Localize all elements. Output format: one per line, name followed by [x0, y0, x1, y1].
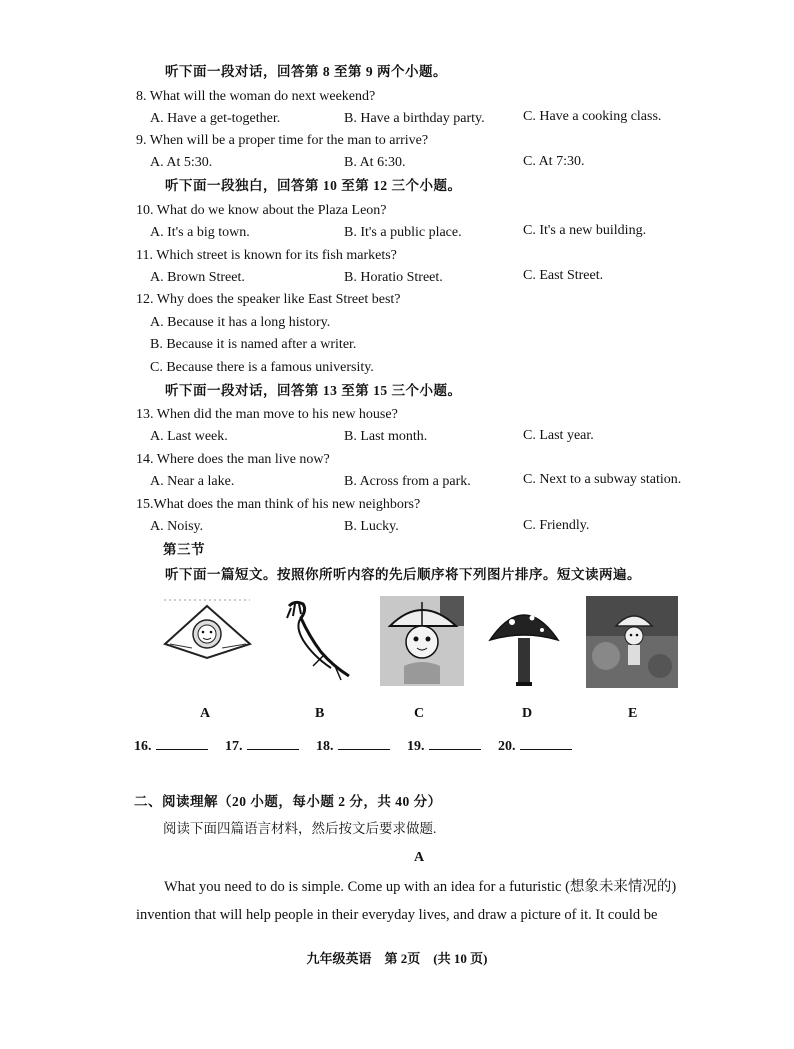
blank-19[interactable] [429, 735, 481, 750]
q9-option-a: A. At 5:30. [150, 155, 213, 170]
section-3-instruction: 听下面一篇短文。按照你所听内容的先后顺序将下列图片排序。短文读两遍。 [165, 567, 641, 582]
picture-label-c: C [414, 706, 425, 721]
picture-label-a: A [200, 706, 211, 721]
q8-option-a: A. Have a get-together. [150, 111, 281, 126]
picture-label-d: D [522, 706, 533, 721]
question-8: 8. What will the woman do next weekend? [136, 89, 376, 104]
q8-option-b: B. Have a birthday party. [344, 111, 485, 126]
q10-option-b: B. It's a public place. [344, 225, 462, 240]
q13-option-c: C. Last year. [523, 428, 594, 443]
blank-16[interactable] [156, 735, 208, 750]
question-14: 14. Where does the man live now? [136, 452, 330, 467]
instruction-13-15: 听下面一段对话，回答第 13 至第 15 三个小题。 [165, 383, 462, 398]
picture-a-lion-kite [162, 596, 252, 664]
section-3-title: 第三节 [163, 542, 205, 557]
passage-line-1: What you need to do is simple. Come up with an idea for a futuristic (想象未来情况的) [164, 879, 677, 895]
q12-option-c: C. Because there is a famous university. [150, 360, 374, 375]
passage-label-a: A [414, 850, 425, 865]
question-11: 11. Which street is known for its fish markets? [136, 248, 397, 263]
picture-c-umbrella-girl [380, 596, 464, 686]
q12-option-b: B. Because it is named after a writer. [150, 337, 357, 352]
q14-option-b: B. Across from a park. [344, 474, 471, 489]
q8-option-c: C. Have a cooking class. [523, 109, 662, 124]
question-13: 13. When did the man move to his new house? [136, 407, 398, 422]
blank-17[interactable] [247, 735, 299, 750]
q12-option-a: A. Because it has a long history. [150, 315, 331, 330]
blank-16-label: 16. [134, 739, 152, 754]
q9-option-c: C. At 7:30. [523, 154, 585, 169]
part-2-heading: 二、阅读理解（20 小题，每小题 2 分，共 40 分） [134, 794, 442, 809]
blank-17-label: 17. [225, 739, 243, 754]
picture-e-dark-scene [586, 596, 678, 688]
part-2-instruction: 阅读下面四篇语言材料，然后按文后要求做题. [163, 821, 437, 836]
blank-18[interactable] [338, 735, 390, 750]
q10-option-a: A. It's a big town. [150, 225, 250, 240]
q14-option-a: A. Near a lake. [150, 474, 235, 489]
blank-19-label: 19. [407, 739, 425, 754]
picture-b-hand-branch [283, 596, 355, 684]
question-10: 10. What do we know about the Plaza Leon? [136, 203, 387, 218]
question-15: 15.What does the man think of his new neighbors? [136, 497, 421, 512]
q15-option-b: B. Lucky. [344, 519, 399, 534]
instruction-8-9: 听下面一段对话，回答第 8 至第 9 两个小题。 [165, 64, 447, 79]
q13-option-a: A. Last week. [150, 429, 228, 444]
q9-option-b: B. At 6:30. [344, 155, 406, 170]
answer-blanks [134, 735, 586, 755]
instruction-10-12: 听下面一段独白，回答第 10 至第 12 三个小题。 [165, 178, 462, 193]
question-12: 12. Why does the speaker like East Street best? [136, 292, 401, 307]
q11-option-c: C. East Street. [523, 268, 604, 283]
q11-option-a: A. Brown Street. [150, 270, 245, 285]
picture-label-e: E [628, 706, 638, 721]
q11-option-b: B. Horatio Street. [344, 270, 443, 285]
blank-20-label: 20. [498, 739, 516, 754]
question-9: 9. When will be a proper time for the man to arrive? [136, 133, 429, 148]
q10-option-c: C. It's a new building. [523, 223, 647, 238]
picture-label-b: B [315, 706, 325, 721]
passage-line-2: invention that will help people in their everyday lives, and draw a picture of it. It could be [136, 907, 658, 923]
q15-option-c: C. Friendly. [523, 518, 590, 533]
page-footer: 九年级英语 第 2页 (共 10 页) [306, 951, 488, 966]
picture-d-mushroom [488, 596, 560, 692]
q13-option-b: B. Last month. [344, 429, 428, 444]
q14-option-c: C. Next to a subway station. [523, 472, 682, 487]
blank-18-label: 18. [316, 739, 334, 754]
q15-option-a: A. Noisy. [150, 519, 204, 534]
blank-20[interactable] [520, 735, 572, 750]
